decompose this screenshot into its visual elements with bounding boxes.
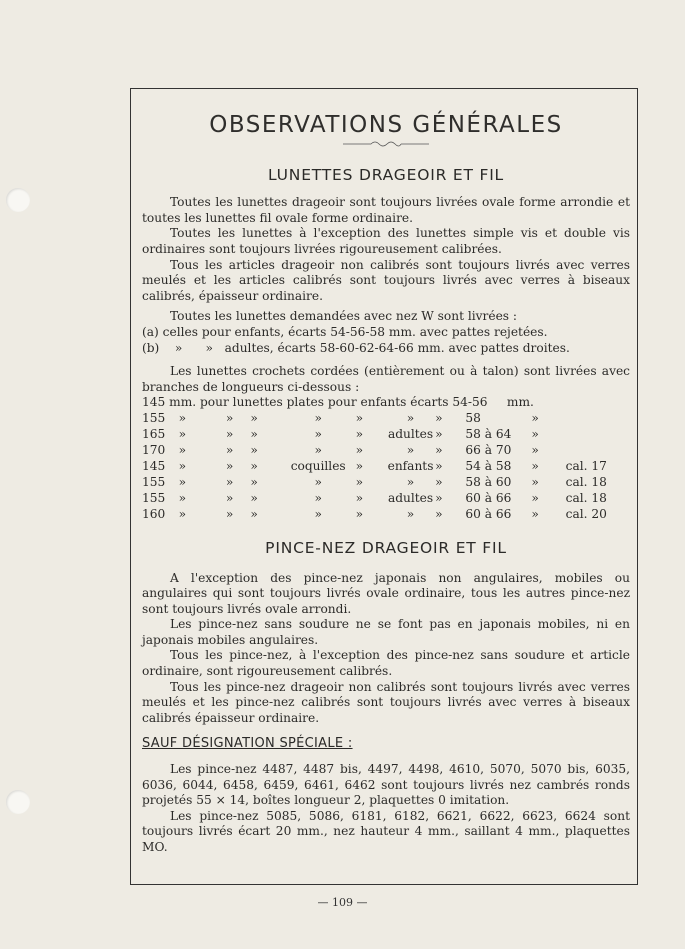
table-cell-c3: » <box>225 443 234 458</box>
paragraph: Toutes les lunettes à l'exception des lunettes simple vis et double vis ordinaires sont toujours livrées rigoureusement calibrées. <box>142 226 630 256</box>
table-cell-c3: » <box>225 459 234 474</box>
table-cell-c4: » <box>250 443 258 458</box>
table-row <box>142 427 630 443</box>
paragraph: Tous les articles drageoir non calibrés sont toujours livrés avec verres meulés et les articles calibrés sont toujours livrés avec verres à biseaux calibrés, épaisseur ordinaire. <box>142 257 630 303</box>
table-row <box>142 459 630 475</box>
table-cell-c3: » <box>225 475 234 490</box>
table-cell-c2: » <box>178 427 187 442</box>
table-cell-c6: » <box>355 411 364 426</box>
table-cell-c5: » <box>314 475 322 490</box>
table-cell-c3: » <box>225 507 234 522</box>
page-number: — 109 — <box>317 896 368 909</box>
table-cell-len: 155 <box>142 491 166 506</box>
table-cell-val: 58 à 64 <box>465 427 512 442</box>
table-cell-c7: enfants <box>387 459 434 474</box>
paragraph: Les lunettes crochets cordées (entièrement ou à talon) sont livrées avec branches de longueurs ci-dessous : <box>142 364 630 394</box>
table-cell-val: 66 à 70 <box>465 443 512 458</box>
paragraph: Toutes les lunettes drageoir sont toujours livrées ovale forme arrondie et toutes les lunettes fil ovale forme ordinaire. <box>142 195 630 225</box>
table-cell-c6: » <box>355 507 364 522</box>
ornament-flourish-icon <box>341 140 431 148</box>
table-cell-cal: cal. 18 <box>565 491 607 506</box>
table-cell-cal <box>562 411 630 427</box>
table-cell-c6: » <box>355 459 364 474</box>
paragraph: Tous les pince-nez, à l'exception des pince-nez sans soudure et article ordinaire, sont rigoureusement calibrés. <box>142 648 630 679</box>
table-cell-val: 60 à 66 <box>465 507 512 522</box>
table-cell-q: » <box>531 411 539 426</box>
list-item-b <box>142 341 630 357</box>
page-content <box>142 96 630 856</box>
table-row <box>142 443 630 459</box>
list-item-a: (a) celles pour enfants, écarts 54-56-58 mm. avec pattes rejetées. <box>142 324 548 339</box>
table-cell-len: 160 <box>142 507 166 522</box>
table-cell-cal: cal. 20 <box>565 507 607 522</box>
paragraph: Les pince-nez 4487, 4487 bis, 4497, 4498, 4610, 5070, 5070 bis, 6035, 6036, 6044, 6458, 6459, 6461, 6462 sont toujours livrés nez cambrés ronds projetés 55 × 14, boîtes longueur 2, plaquettes 0 imitation. <box>142 762 630 808</box>
paragraph: Les pince-nez sans soudure ne se font pas en japonais mobiles, ni en japonais mobiles angulaires. <box>142 617 630 647</box>
table-cell-c5: coquilles <box>290 459 346 474</box>
section-heading-pince-nez: PINCE-NEZ DRAGEOIR ET FIL <box>265 538 507 557</box>
table-cell-c2: » <box>178 491 187 506</box>
table-cell-c8: » <box>435 427 443 442</box>
table-cell-len: 145 <box>142 459 166 474</box>
table-cell-c4: » <box>250 491 258 506</box>
table-cell-len: 170 <box>142 443 166 458</box>
table-cell-c3: » <box>225 427 234 442</box>
table-cell-c7: » <box>406 411 415 426</box>
table-cell-c8: » <box>435 411 443 426</box>
table-cell-c5: » <box>314 491 322 506</box>
table-cell-c8: » <box>435 459 443 474</box>
table-cell-c4: » <box>250 475 258 490</box>
table-cell-q: » <box>531 491 539 506</box>
table-cell-c6: » <box>355 475 364 490</box>
list-label: (b) <box>142 340 160 355</box>
table-cell-c2: » <box>178 443 187 458</box>
table-cell-q: » <box>531 507 539 522</box>
table-cell-val: 58 à 60 <box>465 475 512 490</box>
paragraph: Toutes les lunettes demandées avec nez W sont livrées : <box>170 309 518 324</box>
binder-hole-top <box>6 188 30 212</box>
sauf-heading: SAUF DÉSIGNATION SPÉCIALE : <box>142 736 353 752</box>
table-cell-cal <box>562 443 630 459</box>
page-title: OBSERVATIONS GÉNÉRALES <box>209 112 563 138</box>
table-row <box>142 491 630 507</box>
table-cell-c3: » <box>225 411 234 426</box>
table-row <box>142 475 630 491</box>
table-header-line: 145 mm. pour lunettes plates pour enfants écarts 54-56 mm. <box>142 395 534 410</box>
table-cell-len: 165 <box>142 427 166 442</box>
table-cell-c6: » <box>355 491 364 506</box>
table-cell-c5: » <box>314 443 322 458</box>
table-cell-c5: » <box>314 507 322 522</box>
paragraph: Tous les pince-nez drageoir non calibrés sont toujours livrés avec verres meulés et les pince-nez calibrés sont toujours livrés avec verres à biseaux calibrés épaisseur ordinaire. <box>142 679 630 725</box>
table-cell-len: 155 <box>142 411 166 426</box>
section-heading-lunettes: LUNETTES DRAGEOIR ET FIL <box>267 165 504 184</box>
table-cell-c6: » <box>355 427 364 442</box>
table-cell-val: 58 <box>465 411 481 426</box>
table-cell-q: » <box>531 459 539 474</box>
table-cell-q: » <box>531 443 539 458</box>
table-cell-c7: adultes <box>387 491 434 506</box>
table-cell-val: 54 à 58 <box>465 459 512 474</box>
table-cell-c2: » <box>178 475 187 490</box>
table-cell-c4: » <box>250 507 258 522</box>
table-cell-c5: » <box>314 427 322 442</box>
list-text: adultes, écarts 58-60-62-64-66 mm. avec pattes droites. <box>224 340 570 355</box>
table-cell-q: » <box>531 427 539 442</box>
binder-hole-bottom <box>6 790 30 814</box>
table-row <box>142 507 630 523</box>
table-cell-c4: » <box>250 427 258 442</box>
table-cell-c5: » <box>314 411 322 426</box>
paragraph: A l'exception des pince-nez japonais non angulaires, mobiles ou angulaires qui sont toujours livrés ovale ordinaire, tous les autres pince-nez sont toujours livrés ovale arrondi. <box>142 570 630 616</box>
table-cell-c2: » <box>178 411 187 426</box>
table-cell-len: 155 <box>142 475 166 490</box>
table-cell-q: » <box>531 475 539 490</box>
table-cell-c7: » <box>406 443 415 458</box>
table-cell-cal: cal. 18 <box>565 475 607 490</box>
table-cell-c7: adultes <box>387 427 434 442</box>
table-row <box>142 411 630 427</box>
table-cell-c6: » <box>355 443 364 458</box>
table-cell-c8: » <box>435 491 443 506</box>
ditto-mark: » <box>174 340 183 355</box>
table-cell-cal <box>562 427 630 443</box>
branch-length-table <box>142 411 630 523</box>
table-cell-val: 60 à 66 <box>465 491 512 506</box>
table-cell-c7: » <box>406 507 415 522</box>
table-cell-c7: » <box>406 475 415 490</box>
table-cell-c8: » <box>435 475 443 490</box>
table-cell-c8: » <box>435 443 443 458</box>
table-cell-c3: » <box>225 491 234 506</box>
table-cell-c2: » <box>178 459 187 474</box>
table-cell-c4: » <box>250 459 258 474</box>
paragraph: Les pince-nez 5085, 5086, 6181, 6182, 6621, 6622, 6623, 6624 sont toujours livrés écart 20 mm., nez hauteur 4 mm., saillant 4 mm., plaquettes MO. <box>142 808 630 854</box>
ornament-divider <box>142 140 630 148</box>
table-cell-c4: » <box>250 411 258 426</box>
table-cell-c2: » <box>178 507 187 522</box>
table-cell-c8: » <box>435 507 443 522</box>
ditto-mark: » <box>205 340 213 355</box>
table-cell-cal: cal. 17 <box>565 459 607 474</box>
